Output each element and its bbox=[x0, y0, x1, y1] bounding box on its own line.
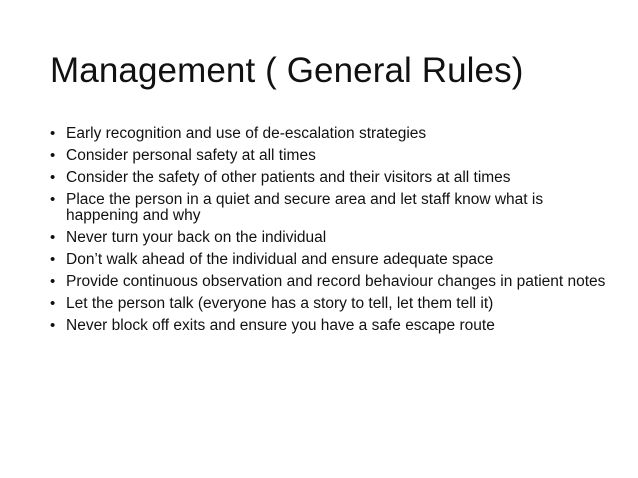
bullet-icon: • bbox=[50, 229, 56, 246]
bullet-text: Never turn your back on the individual bbox=[66, 229, 327, 246]
bullet-text: Early recognition and use of de-escalation strategies bbox=[66, 125, 427, 142]
bullet-icon: • bbox=[50, 295, 56, 312]
bullet-text: Let the person talk (everyone has a story to tell, let them tell it) bbox=[66, 295, 494, 312]
bullet-icon: • bbox=[50, 125, 56, 142]
bullet-item bbox=[50, 170, 610, 186]
bullet-item bbox=[50, 252, 610, 268]
bullet-text: Never block off exits and ensure you have a safe escape route bbox=[66, 317, 495, 334]
bullet-icon: • bbox=[50, 251, 56, 268]
bullet-text: Consider the safety of other patients and their visitors at all times bbox=[66, 169, 511, 186]
bullet-item bbox=[50, 148, 610, 164]
bullet-item bbox=[50, 192, 610, 224]
bullet-list bbox=[50, 126, 610, 340]
bullet-icon: • bbox=[50, 273, 56, 290]
bullet-item bbox=[50, 274, 610, 290]
bullet-item bbox=[50, 230, 610, 246]
bullet-item bbox=[50, 318, 610, 334]
bullet-text: Place the person in a quiet and secure area and let staff know what is happening and why bbox=[66, 191, 544, 224]
bullet-icon: • bbox=[50, 147, 56, 164]
bullet-text: Consider personal safety at all times bbox=[66, 147, 316, 164]
bullet-text: Provide continuous observation and record behaviour changes in patient notes bbox=[66, 273, 606, 290]
bullet-icon: • bbox=[50, 191, 56, 208]
bullet-icon: • bbox=[50, 317, 56, 334]
bullet-item bbox=[50, 296, 610, 312]
bullet-item bbox=[50, 126, 610, 142]
bullet-icon: • bbox=[50, 169, 56, 186]
slide-title: Management ( General Rules) bbox=[50, 51, 524, 90]
bullet-text: Don’t walk ahead of the individual and ensure adequate space bbox=[66, 251, 494, 268]
